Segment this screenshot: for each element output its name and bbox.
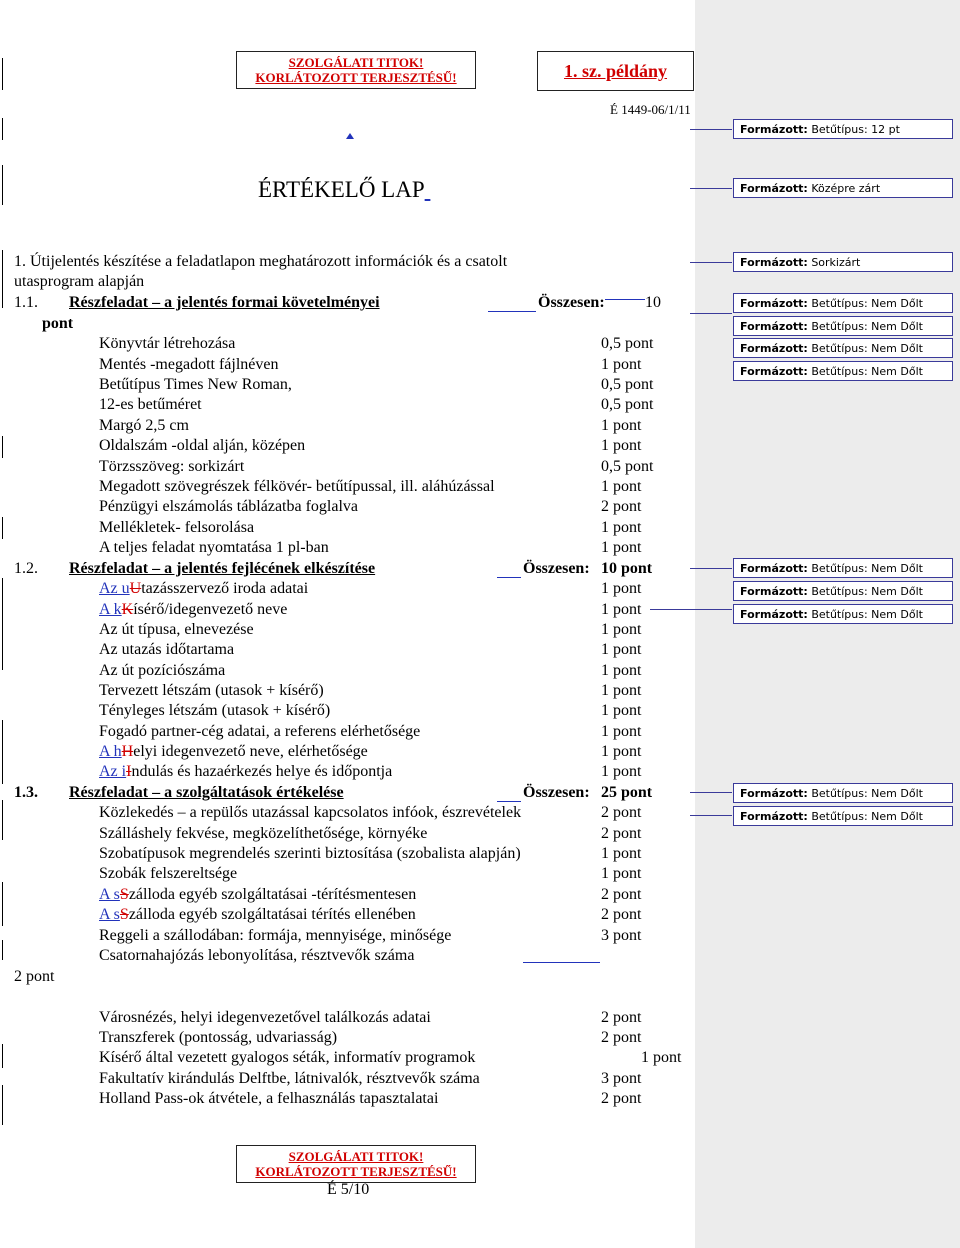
copy-number-label: 1. sz. példány [563, 61, 668, 81]
sub12-number: 1.2. [14, 560, 38, 577]
sub13-item-label: Csatornahajózás lebonyolítása, résztvevők száma [99, 947, 415, 964]
inserted-text: Az u [99, 580, 130, 597]
sub12-item-points: 1 pont [601, 601, 642, 618]
sub12-item-label: Az út típusa, elnevezése [99, 621, 254, 638]
deleted-text: S [119, 906, 129, 923]
sub12-item-points: 1 pont [601, 621, 642, 638]
comment-prefix: Formázott: [740, 320, 808, 333]
format-comment[interactable] [733, 361, 953, 381]
sub11-item-points: 0,5 pont [601, 396, 654, 413]
sub11-total-unit: pont [42, 315, 74, 332]
sub13-item-points: 2 pont [601, 1090, 642, 1107]
change-bar [2, 118, 3, 140]
format-comment[interactable] [733, 604, 953, 624]
deleted-text: U [129, 580, 142, 597]
comment-prefix: Formázott: [740, 297, 808, 310]
sub11-item-points: 0,5 pont [601, 376, 654, 393]
title-inserted-space [425, 177, 431, 202]
deleted-text: H [121, 743, 134, 760]
change-bar [2, 58, 3, 90]
comment-text: Betűtípus: Nem Dőlt [811, 810, 923, 823]
page-title-text: ÉRTÉKELŐ LAP [258, 177, 425, 202]
confidential-box-header [236, 51, 476, 89]
comment-prefix: Formázott: [740, 608, 808, 621]
sub11-item-points: 0,5 pont [601, 458, 654, 475]
sub13-item-label: Szobák felszereltsége [99, 865, 238, 882]
sub13-item-points: 1 pont [641, 1049, 682, 1066]
sub12-item-label: Az utazás időtartama [99, 641, 235, 658]
section1-heading-line2: utasprogram alapján [14, 273, 145, 290]
sub11-item-label: Margó 2,5 cm [99, 417, 189, 434]
sub11-item-points: 2 pont [601, 498, 642, 515]
insertion-caret [346, 133, 354, 139]
change-bar [2, 720, 3, 784]
inserted-underline [605, 299, 645, 300]
comment-connector [650, 609, 732, 610]
format-comment[interactable] [733, 252, 953, 272]
sub11-item-points: 1 pont [601, 519, 642, 536]
copy-number-box [537, 51, 694, 91]
comment-prefix: Formázott: [740, 123, 808, 136]
confidential-line2: KORLÁTOZOTT TERJESZTÉSŰ! [255, 70, 457, 85]
sub12-item-points: 1 pont [601, 641, 642, 658]
sub13-item-label: Fakultatív kirándulás Delftbe, látnivalók, résztvevők száma [99, 1070, 480, 1087]
inserted-text: A k [99, 601, 122, 618]
comment-text: Középre zárt [811, 182, 881, 195]
format-comment[interactable] [733, 316, 953, 336]
sub11-item-label: Pénzügyi elszámolás táblázatba foglalva [99, 498, 359, 515]
inserted-text: Az i [99, 763, 127, 780]
document-number: É 1449-06/1/11 [610, 102, 691, 117]
sub13-item-points: 2 pont [601, 906, 642, 923]
sub12-item-points: 1 pont [601, 662, 642, 679]
comment-text: Betűtípus: Nem Dőlt [811, 342, 923, 355]
sub12-item-label [99, 762, 392, 782]
sub11-item-points: 1 pont [601, 539, 642, 556]
item-text: ndulás és hazaérkezés helye és időpontja [131, 763, 393, 780]
comment-prefix: Formázott: [740, 585, 808, 598]
item-text: elyi idegenvezető neve, elérhetősége [133, 743, 368, 760]
confidential-line2: KORLÁTOZOTT TERJESZTÉSŰ! [255, 1164, 457, 1179]
change-bar [2, 800, 3, 840]
sub12-item-label [99, 742, 368, 762]
sub13-item-label: Szobatípusok megrendelés szerinti biztosítása (szobalista alapján) [99, 845, 521, 862]
sub13-item-points: 2 pont [601, 1009, 642, 1026]
comment-connector [690, 568, 732, 569]
orphan-points: 2 pont [14, 968, 55, 985]
comment-text: Betűtípus: 12 pt [811, 123, 900, 136]
confidential-line1: SZOLGÁLATI TITOK! [288, 55, 424, 70]
comment-text: Betűtípus: Nem Dőlt [811, 608, 923, 621]
sub13-item-points: 3 pont [601, 927, 642, 944]
sub13-item-label: Kísérő által vezetett gyalogos séták, informatív programok [99, 1049, 476, 1066]
sub11-total-value: 10 [645, 294, 661, 311]
format-comment[interactable] [733, 783, 953, 803]
sub13-item-label [99, 885, 416, 905]
sub11-item-label: Megadott szövegrészek félkövér- betűtípussal, ill. aláhúzással [99, 478, 495, 495]
sub11-item-label: Mentés -megadott fájlnéven [99, 356, 279, 373]
comment-prefix: Formázott: [740, 365, 808, 378]
comment-connector [690, 129, 732, 130]
comment-text: Betűtípus: Nem Dőlt [811, 562, 923, 575]
inserted-text: A s [99, 886, 120, 903]
sub13-item-label: Közlekedés – a repülős utazással kapcsolatos infóok, észrevételek [99, 804, 522, 821]
change-bar [2, 1044, 3, 1068]
sub13-item-label: Holland Pass-ok átvétele, a felhasználás tapasztalatai [99, 1090, 439, 1107]
deleted-text: I [126, 763, 132, 780]
sub11-number: 1.1. [14, 294, 38, 311]
inserted-underline [488, 311, 536, 312]
sub13-total-value: 25 pont [601, 784, 653, 801]
sub12-item-points: 1 pont [601, 763, 642, 780]
comment-connector [690, 815, 732, 816]
sub13-item-points: 1 pont [601, 845, 642, 862]
format-comment[interactable] [733, 293, 953, 313]
inserted-text: A s [99, 906, 120, 923]
sub12-total-value: 10 pont [601, 560, 653, 577]
change-bar [2, 940, 3, 960]
sub13-item-points: 2 pont [601, 804, 642, 821]
comment-prefix: Formázott: [740, 342, 808, 355]
change-bar [2, 436, 3, 458]
sub11-item-points: 1 pont [601, 417, 642, 434]
comment-connector [690, 792, 732, 793]
sub13-item-points: 3 pont [601, 1070, 642, 1087]
sub13-item-points: 2 pont [601, 1029, 642, 1046]
sub11-item-label: Könyvtár létrehozása [99, 335, 236, 352]
change-bar [2, 1085, 3, 1125]
inserted-underline [523, 962, 600, 963]
sub13-item-points: 2 pont [601, 825, 642, 842]
section1-heading-line1: 1. Útijelentés készítése a feladatlapon meghatározott információk és a csatolt [14, 253, 508, 270]
comment-text: Betűtípus: Nem Dőlt [811, 585, 923, 598]
sub12-item-label [99, 579, 308, 599]
sub11-item-points: 0,5 pont [601, 335, 654, 352]
format-comment[interactable] [733, 119, 953, 139]
format-comment[interactable] [733, 558, 953, 578]
comment-connector [690, 313, 732, 314]
sub11-item-points: 1 pont [601, 356, 642, 373]
confidential-line1: SZOLGÁLATI TITOK! [288, 1149, 424, 1164]
sub11-item-label: Törzsszöveg: sorkizárt [99, 458, 245, 475]
comment-prefix: Formázott: [740, 182, 808, 195]
item-text: zálloda egyéb szolgáltatásai térítés ellenében [128, 906, 416, 923]
sub12-item-label: Az út pozíciószáma [99, 662, 226, 679]
sub12-item-points: 1 pont [601, 580, 642, 597]
sub12-title: Részfeladat – a jelentés fejlécének elkészítése [69, 560, 376, 577]
sub12-item-points: 1 pont [601, 702, 642, 719]
sub13-item-label: Városnézés, helyi idegenvezetővel találkozás adatai [99, 1009, 431, 1026]
change-bar [2, 882, 3, 926]
sub11-item-label: 12-es betűméret [99, 396, 202, 413]
inserted-text: A h [99, 743, 122, 760]
item-text: zálloda egyéb szolgáltatásai -térítésmentesen [128, 886, 417, 903]
sub11-item-label: Oldalszám -oldal alján, középen [99, 437, 306, 454]
sub11-total-label: Összesen: [538, 294, 605, 311]
sub13-item-label: Reggeli a szállodában: formája, mennyisége, minősége [99, 927, 452, 944]
comment-connector [690, 262, 732, 263]
change-bar [2, 250, 3, 308]
sub11-item-label: A teljes feladat nyomtatása 1 pl-ban [99, 539, 329, 556]
sub11-item-points: 1 pont [601, 478, 642, 495]
sub13-total-label: Összesen: [523, 784, 590, 801]
sub13-number: 1.3. [14, 784, 38, 801]
sub13-item-label [99, 905, 416, 925]
change-bar [2, 578, 3, 670]
comment-text: Betűtípus: Nem Dőlt [811, 787, 923, 800]
format-comment[interactable] [733, 338, 953, 358]
change-bar [2, 517, 3, 539]
sub12-item-points: 1 pont [601, 743, 642, 760]
comment-prefix: Formázott: [740, 810, 808, 823]
sub12-item-label: Tényleges létszám (utasok + kísérő) [99, 702, 331, 719]
sub11-item-label: Mellékletek- felsorolása [99, 519, 255, 536]
inserted-underline [497, 577, 521, 578]
comment-prefix: Formázott: [740, 562, 808, 575]
sub13-title: Részfeladat – a szolgáltatások értékelése [69, 784, 344, 801]
confidential-box-footer [236, 1145, 476, 1183]
sub11-item-label: Betűtípus Times New Roman, [99, 376, 292, 393]
sub12-total-label: Összesen: [523, 560, 590, 577]
comment-text: Betűtípus: Nem Dőlt [811, 320, 923, 333]
comment-prefix: Formázott: [740, 256, 808, 269]
sub13-item-points: 2 pont [601, 886, 642, 903]
comment-connector [690, 188, 732, 189]
sub12-item-points: 1 pont [601, 682, 642, 699]
sub13-item-points: 1 pont [601, 865, 642, 882]
sub13-item-label: Transzferek (pontosság, udvariasság) [99, 1029, 338, 1046]
comment-prefix: Formázott: [740, 787, 808, 800]
format-comment[interactable] [733, 806, 953, 826]
comment-text: Sorkizárt [811, 256, 861, 269]
sub11-title: Részfeladat – a jelentés formai követelményei [69, 294, 380, 311]
sub11-item-points: 1 pont [601, 437, 642, 454]
item-text: ísérő/idegenvezető neve [133, 601, 288, 618]
format-comment[interactable] [733, 178, 953, 198]
format-comment[interactable] [733, 581, 953, 601]
page-title [258, 176, 430, 204]
sub13-item-label: Szálláshely fekvése, megközelíthetősége, környéke [99, 825, 428, 842]
deleted-text: K [121, 601, 134, 618]
comment-text: Betűtípus: Nem Dőlt [811, 365, 923, 378]
sub12-item-label: Tervezett létszám (utasok + kísérő) [99, 682, 324, 699]
change-bar [2, 165, 3, 205]
deleted-text: S [119, 886, 129, 903]
sub12-item-label [99, 600, 287, 620]
sub12-item-label: Fogadó partner-cég adatai, a referens elérhetősége [99, 723, 421, 740]
page-number: É 5/10 [327, 1181, 370, 1198]
inserted-underline [497, 801, 521, 802]
sub12-item-points: 1 pont [601, 723, 642, 740]
comment-text: Betűtípus: Nem Dőlt [811, 297, 923, 310]
item-text: tazásszervező iroda adatai [141, 580, 309, 597]
